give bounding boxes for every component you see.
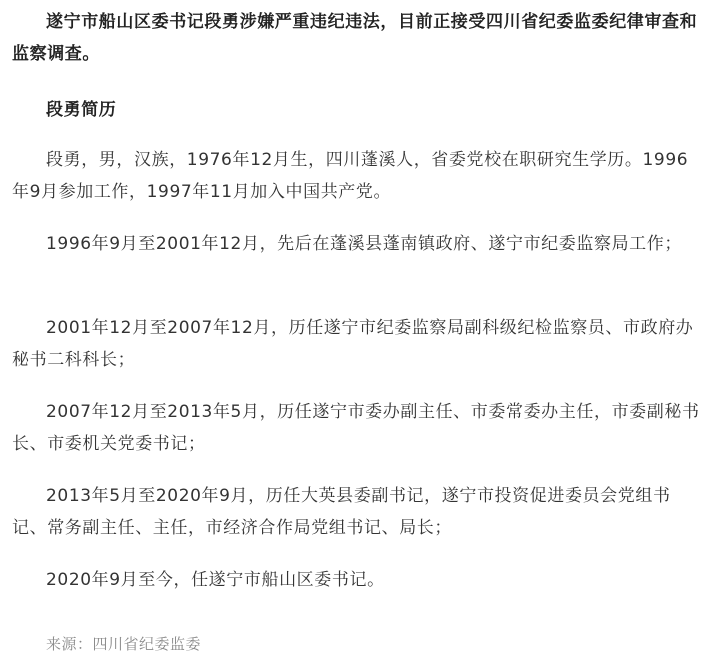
section-heading: 段勇简历 — [46, 100, 117, 120]
resume-paragraph: 2013年5月至2020年9月，历任大英县委副书记，遂宁市投资促进委员会党组书记、常务副主任、主任，市经济合作局党组书记、局长； — [12, 486, 671, 538]
resume-paragraph: 2001年12月至2007年12月，历任遂宁市纪委监察局副科级纪检监察员、市政府办秘书二科科长； — [12, 318, 694, 370]
lead-paragraph: 遂宁市船山区委书记段勇涉嫌严重违纪违法，目前正接受四川省纪委监委纪律审查和监察调查。 — [12, 12, 698, 64]
resume-paragraph: 2020年9月至今，任遂宁市船山区委书记。 — [46, 570, 385, 590]
resume-paragraph: 1996年9月至2001年12月，先后在蓬溪县蓬南镇政府、遂宁市纪委监察局工作； — [46, 234, 682, 254]
resume-paragraph: 2007年12月至2013年5月，历任遂宁市委办副主任、市委常委办主任，市委副秘书长、市委机关党委书记； — [12, 402, 700, 454]
source-line: 来源：四川省纪委监委 — [46, 635, 202, 653]
resume-paragraph: 段勇，男，汉族，1976年12月生，四川蓬溪人，省委党校在职研究生学历。1996年9月参加工作，1997年11月加入中国共产党。 — [12, 150, 689, 202]
